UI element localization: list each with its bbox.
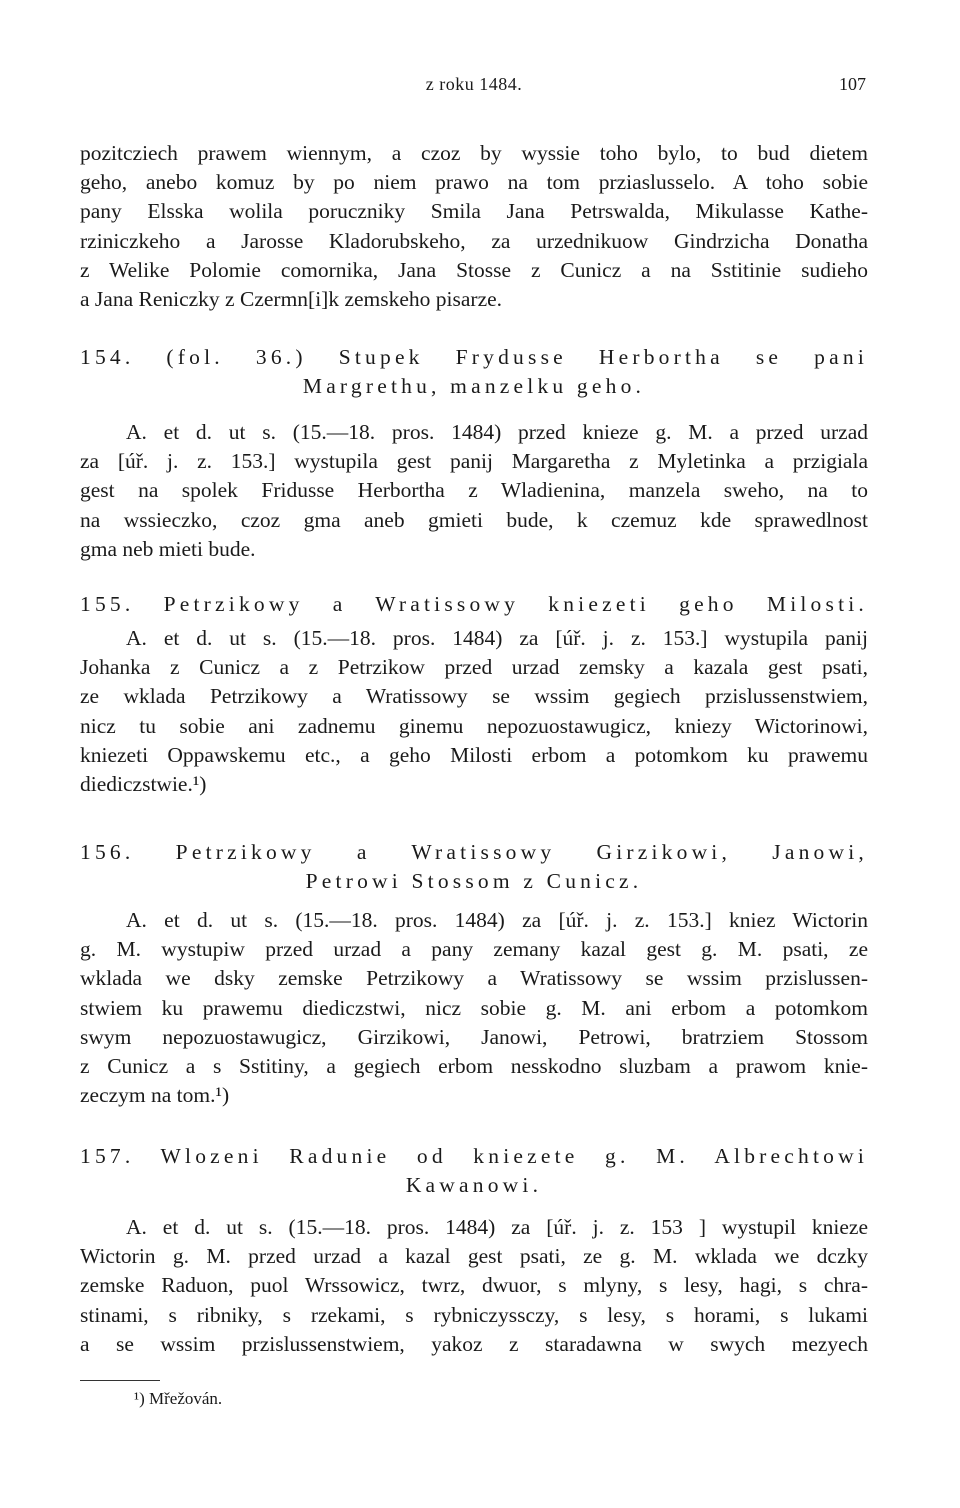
entry-heading-line: Kawanowi.: [405, 1173, 543, 1198]
entry-155-heading: [80, 590, 868, 619]
entry-154-body: [80, 418, 868, 564]
page-number: 107: [839, 74, 866, 94]
text-line: za [úř. j. z. 153.] wystupila gest panij Margaretha z Myletinka a przigiala: [80, 449, 868, 474]
text-line: a Jana Reniczky z Czermn[i]k zemskeho pisarze.: [80, 286, 503, 311]
text-line: g. M. wystupiw przed urzad a pany zemany kazal gest g. M. psati, ze: [80, 937, 868, 962]
page-header: [80, 74, 868, 100]
paragraph-continuation: [80, 139, 868, 314]
running-title: z roku 1484.: [425, 74, 523, 94]
text-line: z Welike Polomie comornika, Jana Stosse z Cunicz a na Sstitinie sudieho: [80, 257, 868, 282]
text-line: rziniczkeho a Jarosse Kladorubskeho, za urzednikuow Gindrzicha Donatha: [80, 228, 868, 253]
text-line: z Cunicz a s Sstitiny, a gegiech erbom nesskodno sluzbam a prawom knie-: [80, 1053, 868, 1078]
text-line: Wictorin g. M. przed urzad a kazal gest psati, ze g. M. wklada we dczky: [80, 1244, 868, 1269]
footnote: ¹) Mřežován.: [134, 1389, 223, 1408]
text-line: A. et d. ut s. (15.—18. pros. 1484) za [úř. j. z. 153 ] wystupil knieze: [126, 1215, 868, 1239]
entry-157-heading: [80, 1142, 868, 1200]
text-line: zeczym na tom.¹): [80, 1083, 230, 1108]
text-line: zemske Raduon, puol Wrssowicz, twrz, dwuor, s mlyny, s lesy, hagi, s chra-: [80, 1273, 868, 1298]
text-line: na wssieczko, czoz gma aneb gmieti bude, k czemuz kde sprawedlnost: [80, 507, 868, 532]
text-line: gma neb mieti bude.: [80, 536, 256, 561]
entry-156-heading: [80, 838, 868, 896]
text-line: A. et d. ut s. (15.—18. pros. 1484) za [úř. j. z. 153.] wystupila panij: [126, 626, 868, 650]
text-line: pany Elsska wolila poruczniky Smila Jana Petrswalda, Mikulasse Kathe-: [80, 199, 868, 224]
entry-heading-line: Petrowi Stossom z Cunicz.: [305, 869, 643, 894]
text-line: a se wssim przislussenstwiem, yakoz z staradawna w swych mezyech: [80, 1331, 868, 1356]
text-line: nicz tu sobie ani zadnemu ginemu nepozuostawugicz, kniezy Wictorinowi,: [80, 713, 868, 738]
footnote-divider: [80, 1380, 160, 1381]
entry-heading-line: 157. Wlozeni Radunie od kniezete g. M. Albrechtowi: [80, 1144, 868, 1168]
entry-heading-line: Margrethu, manzelku geho.: [302, 374, 646, 399]
text-line: gest na spolek Fridusse Herbortha z Wladienina, manzela sweho, na to: [80, 478, 868, 503]
text-line: swym nepozuostawugicz, Girzikowi, Janowi, Petrowi, bratrziem Stossom: [80, 1024, 868, 1049]
entry-heading-line: 155. Petrzikowy a Wratissowy kniezeti geho Milosti.: [80, 592, 868, 616]
text-line: pozitcziech prawem wiennym, a czoz by wyssie toho bylo, to bud dietem: [80, 141, 868, 165]
text-line: A. et d. ut s. (15.—18. pros. 1484) przed knieze g. M. a przed urzad: [126, 420, 868, 444]
entry-155-body: [80, 624, 868, 799]
text-line: geho, anebo komuz by po niem prawo na tom prziaslusselo. A toho sobie: [80, 170, 868, 195]
entry-154-heading: [80, 343, 868, 401]
text-line: ze wklada Petrzikowy a Wratissowy se wssim gegiech przislussenstwiem,: [80, 684, 868, 709]
entry-heading-line: 156. Petrzikowy a Wratissowy Girzikowi, Janowi,: [80, 840, 868, 864]
text-line: A. et d. ut s. (15.—18. pros. 1484) za [úř. j. z. 153.] kniez Wictorin: [126, 908, 868, 932]
text-line: diediczstwie.¹): [80, 771, 207, 796]
text-line: wklada we dsky zemske Petrzikowy a Wratissowy se wssim przislussen-: [80, 966, 868, 991]
entry-157-body: [80, 1213, 868, 1359]
text-line: stwiem ku prawemu diediczstwi, nicz sobie g. M. ani erbom a potomkom: [80, 995, 868, 1020]
entry-156-body: [80, 906, 868, 1110]
entry-heading-line: 154. (fol. 36.) Stupek Frydusse Herbortha se pani: [80, 345, 868, 369]
text-line: stinami, s ribniky, s rzekami, s rybniczyssczy, s lesy, s horami, s lukami: [80, 1302, 868, 1327]
document-page: [80, 0, 868, 1508]
text-line: kniezeti Oppawskemu etc., a geho Milosti erbom a potomkom ku prawemu: [80, 742, 868, 767]
text-line: Johanka z Cunicz a z Petrzikow przed urzad zemsky a kazala gest psati,: [80, 655, 868, 680]
